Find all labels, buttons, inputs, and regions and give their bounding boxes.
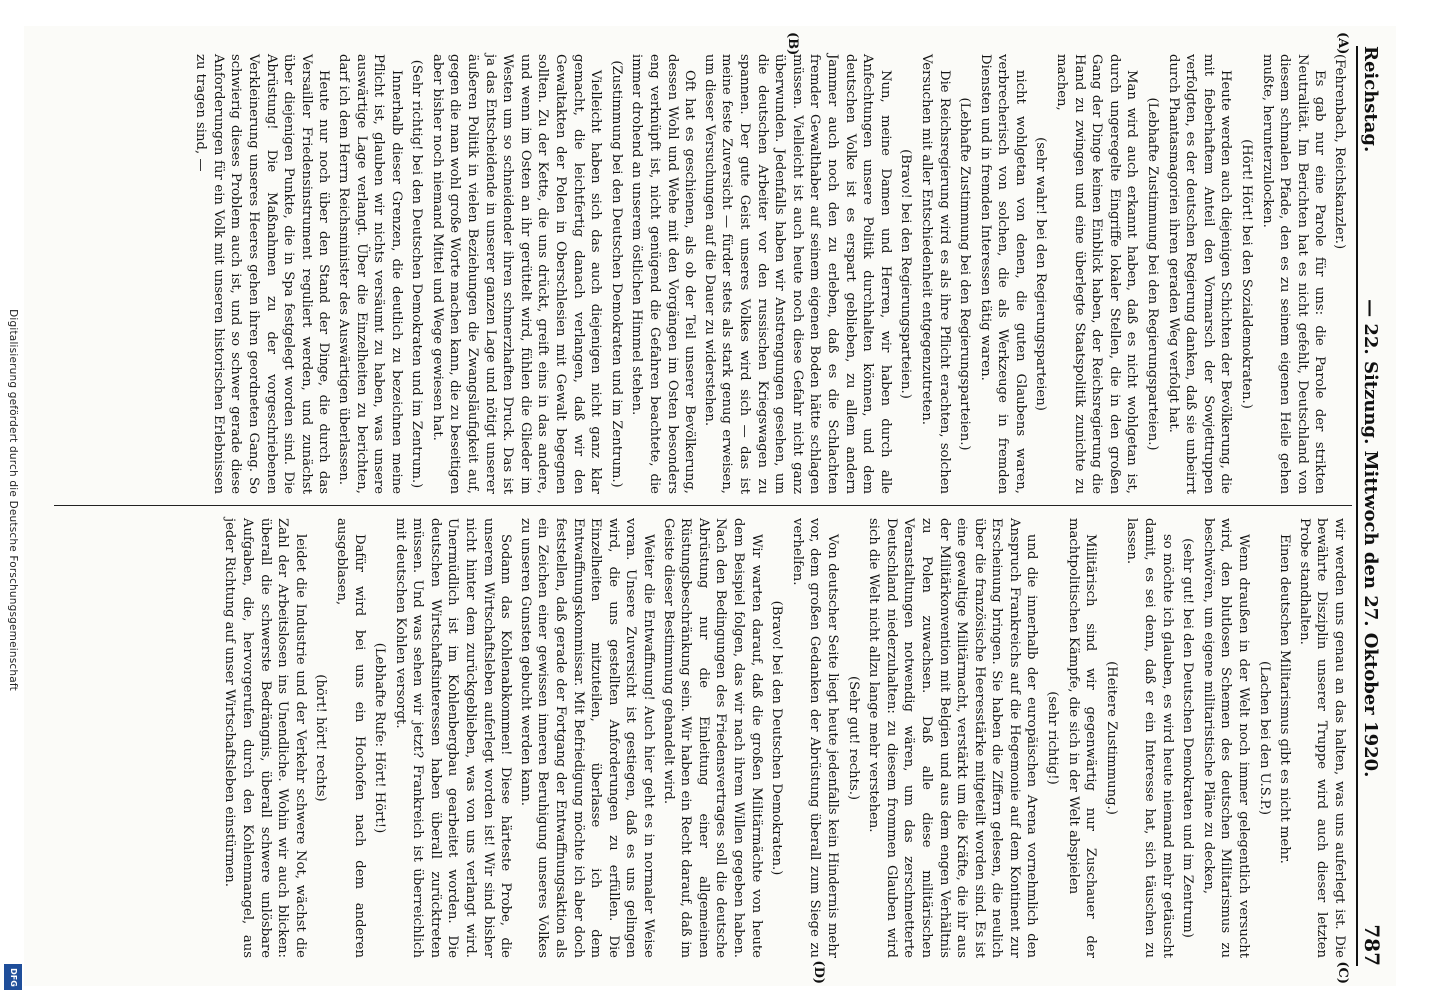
interjection: (Sehr richtig! bei den Deutschen Demokraten und im Zentrum.) bbox=[409, 59, 425, 489]
page-number: 787 bbox=[1360, 924, 1384, 966]
paragraph: Innerhalb dieser Grenzen, die deutlich zu bezeichnen meine Pflicht ist, glauben wir nichts versäumt zu haben, was unsere auswärtige Lage verlangt. Über die Einzelheiten zu berichten, darf ich dem Herrn Reichsminister des Auswärtigen überlassen. bbox=[335, 54, 404, 494]
interjection: (sehr gut! bei den Deutschen Demokraten und im Zentrum) bbox=[1180, 538, 1196, 938]
paragraph: und die innerhalb der europäischen Arena vornehmlich den Anspruch Frankreichs auf die Hegemonie auf dem Kontinent zur Erscheinung bringen. Sie haben die Ziffern gelesen, die neulich über die französische Heeresstärke mitgeteilt worden sind. Es ist eine gewaltige Militärmacht, verstärkt um die Kräfte, die ihr aus der Militärkonvention mit Belgien und aus dem engen Verhältnis zu Polen zuwachsen. Daß alle diese militärischen Veranstaltungen notwendig wären, um das zerschmetterte Deutschland niederzuhalten: zu diesem frommen Glauben wird sich die Welt nicht allzu lange mehr verstehen. bbox=[866, 518, 1040, 958]
margin-marker-d: (D) bbox=[811, 960, 826, 984]
paragraph: leidet die Industrie und der Verkehr schwere Not, wächst die Zahl der Arbeitslosen ins Unendliche. Wohin wir auch blicken: überall die schwerste Bedrängnis, überall schwere unlösbare Aufgaben, die, hervorgerufen durch den Kohlenmangel, aus jeder Richtung auf unser Wirtschaftsleben einstürmen. bbox=[222, 518, 308, 958]
paragraph: Heute werden auch diejenigen Schichten der Bevölkerung, die mit fieberhaftem Anteil den Vormarsch der Sowjettruppen verfolgten, es der deutschen Regierung danken, daß sie unbeirrt durch Phantasmagorien ihren geraden Weg verfolgt hat. bbox=[1165, 54, 1234, 494]
interjection: (Zustimmung bei den Deutschen Demokraten und im Zentrum.) bbox=[608, 60, 624, 488]
interjection: (Bravo! bei den Regierungsparteien.) bbox=[898, 149, 914, 399]
paragraph: so möchte ich glauben, es wird heute niemand mehr getäuscht damit, es sei denn, daß er ein Interesse hat, sich täuschen zu lassen. bbox=[1124, 518, 1175, 958]
paragraph: Vielleicht haben sich das auch diejenigen nicht ganz klar gemacht, die leichtfertig danach verlangen, daß wir den Gewaltakten der Polen in Oberschlesien mit Gewalt begegnen sollten. Zu der Kette, die uns drückt, greift eins in das andere, und wenn im Osten an ihr gerüttelt wird, fühlen die Glieder im Westen um so schneidender ihren schmerzhaften Druck. Das ist ja das Entscheidende in unserer ganzen Lage und nötigt unserer äußeren Politik in vielen Beziehungen die Zwangsläufigkeit auf, gegen die man wohl große Worte machen kann, die zu beseitigen aber bisher noch niemand Mittel und Wege gewiesen hat. bbox=[429, 54, 604, 494]
interjection: (Lebhafte Rufe: Hört! Hört!) bbox=[372, 642, 388, 834]
interjection: (Lebhafte Zustimmung bei den Regierungsparteien.) bbox=[957, 97, 973, 451]
header-left: Reichstag. bbox=[1360, 46, 1381, 153]
paragraph: Militärisch sind wir gegenwärtig nur Zuschauer der machtpolitischen Kämpfe, die sich in der Welt abspielen bbox=[1065, 518, 1099, 958]
paragraph: Man wird auch erkannt haben, daß es nicht wohlgetan ist, durch ungeregelte Eingriffe lokaler Stellen, die in den großen Gang der Dinge keinen Einblick haben, der Reichsregierung die Hand zu zwingen und eine überlegte Staatspolitik zunichte zu machen, bbox=[1054, 54, 1140, 494]
interjection: (hört! hört! rechts) bbox=[313, 674, 329, 802]
paragraph: (Fehrenbach, Reichskanzler.) bbox=[1332, 54, 1347, 250]
column-divider bbox=[54, 505, 1352, 506]
interjection: (Lebhafte Zustimmung bei den Regierungsparteien.) bbox=[1145, 97, 1161, 451]
interjection: (Heitere Zustimmung.) bbox=[1103, 661, 1119, 815]
scanned-page bbox=[24, 26, 1396, 986]
paragraph: nicht wohlgetan von denen, die guten Glaubens waren, verbrecherisch von solchen, die als Werkzeuge in fremden Diensten und in fremden Interessen tätig waren. bbox=[977, 54, 1028, 494]
right-column bbox=[44, 518, 1348, 958]
interjection: (sehr richtig!) bbox=[1045, 691, 1061, 785]
paragraph: wir werden uns genau an das halten, was uns auferlegt ist. Die bewährte Disziplin unserer Truppe wird auch dieser letzten Probe standhalten. bbox=[1296, 518, 1347, 958]
paragraph: Dafür wird bei uns ein Hochofen nach dem anderen ausgeblasen, bbox=[333, 518, 367, 958]
left-column bbox=[44, 54, 1348, 494]
interjection: (Sehr gut! rechts.) bbox=[845, 675, 861, 801]
paragraph: Wir warten darauf, daß die großen Militärmächte von heute dem Beispiel folgen, das wir nach ihrem Willen gegeben haben. Nach den Bedingungen des Friedensvertrages soll die deutsche Abrüstung nur die Einleitung einer allgemeinen Rüstungsbeschränkung sein. Wir haben ein Recht darauf, daß im Geiste dieser Bestimmung gehandelt wird. bbox=[660, 518, 764, 958]
paragraph: Oft hat es geschienen, als ob der Teil unserer Bevölkerung, dessen Wohl und Wehe mit den Vorgängen im Osten besonders eng verknüpft ist, nicht genügend die Gefahren beachtete, die immer drohend an unserem östlichen Himmel stehen. bbox=[629, 54, 698, 494]
margin-marker-b: (B) bbox=[785, 32, 800, 56]
paragraph: Einen deutschen Militarismus gibt es nicht mehr. bbox=[1277, 534, 1293, 864]
margin-marker-c: (C) bbox=[1335, 961, 1350, 984]
paragraph: Die Reichsregierung wird es als ihre Pflicht erachten, solchen Versuchen mit aller Entschiedenheit entgegenzutreten. bbox=[918, 54, 952, 494]
page-header bbox=[1356, 46, 1388, 966]
paragraph: Wenn draußen in der Welt noch immer gelegentlich versucht wird, den blutlosen Schemen des deutschen Militarismus zu beschwören, um eigene militaristische Pläne zu decken, bbox=[1200, 518, 1252, 958]
paragraph: Sodann das Kohlenabkommen! Diese härteste Probe, die unserem Wirtschaftsleben auferlegt worden ist! Wir sind bisher nicht hinter dem zurückgeblieben, was von uns verlangt wird. Unermüdlich ist im Kohlenbergbau gearbeitet worden. Die deutschen Wirtschaftsinteressen haben überall zurücktreten müssen. Und was sehen wir jetzt? Frankreich ist überreichlich mit deutschen Kohlen versorgt. bbox=[392, 518, 514, 958]
paragraph: Weiter die Entwaffnung! Auch hier geht es in normaler Weise voran. Unsere Zuversicht ist gestiegen, daß es uns gelingen wird, die uns gestellten Anforderungen zu erfüllen. Die Einzelheiten mitzuteilen, überlasse ich dem Entwaffnungskommissar. Mit Befriedigung möchte ich aber doch feststellen, daß gerade der Fortgang der Entwaffnungsaktion als ein Zeichen einer gewissen inneren Beruhigung unseres Volkes zu unseren Gunsten gebucht werden kann. bbox=[517, 518, 657, 958]
interjection: (Hört! Hört! bei den Sozialdemokraten.) bbox=[1239, 139, 1255, 409]
paragraph: Heute nur noch über den Stand der Dinge, die durch das Versailler Friedensinstrument reguliert werden, und zunächst über diejenigen Punkte, die in Spa festgelegt worden sind. Die Abrüstung! Die Maßnahmen zu der vorgeschriebenen Verkleinerung unseres Heeres gehen ihren geordneten Gang. So schwierig dieses Problem auch ist, und so schwer gerade diese Anforderungen für ein Volk mit unseren historischen Erlebnissen zu tragen sind, — bbox=[193, 54, 332, 494]
digitization-strip bbox=[0, 0, 26, 1000]
paragraph: Von deutscher Seite liegt heute jedenfalls kein Hindernis mehr vor, dem großen Gedanken der Abrüstung überall zum Siege zu verhelfen. bbox=[789, 518, 840, 958]
digitization-credit: Digitalisierung gefördert durch die Deutsche Forschungsgemeinschaft bbox=[7, 309, 19, 691]
header-center: — 22. Sitzung. Mittwoch den 27. Oktober 1920. bbox=[1360, 299, 1381, 778]
interjection: (Lachen bei den U.S.P.) bbox=[1256, 660, 1272, 816]
dfg-logo bbox=[4, 964, 22, 990]
dfg-logo-text: DFG bbox=[8, 967, 18, 987]
interjection: (Bravo! bei den Deutschen Demokraten.) bbox=[769, 600, 785, 876]
margin-marker-a: (A) bbox=[1335, 32, 1350, 55]
paragraph: Es gab nur eine Parole für uns: die Parole der strikten Neutralität. Im Berichten hat es nicht gefehlt, Deutschland von diesem schmalen Pfade, den es zu seinem eigenen Heile gehen mußte, herunterzulocken. bbox=[1259, 54, 1328, 494]
paragraph: Nun, meine Damen und Herren, wir haben durch alle Anfechtungen unsere Politik durchhalten können, und dem deutschen Volke ist es erspart geblieben, zu allem andern Jammer auch noch den zu erleben, daß es die Schlachten fremder Gewalthaber auf seinem eigenen Boden hätte schlagen müssen. Vielleicht ist auch heute noch diese Gefahr nicht ganz überwunden. Jedenfalls haben wir Anstrengungen gesehen, um die deutschen Arbeiter vor den russischen Kriegswagen zu spannen. Der gute Geist unseres Volkes wird sich — das ist meine feste Zuversicht — fürder stets als stark genug erweisen, um dieser Versuchungen auf die Dauer zu widerstehen. bbox=[701, 54, 893, 494]
interjection: (sehr wahr! bei den Regierungsparteien) bbox=[1033, 137, 1049, 411]
